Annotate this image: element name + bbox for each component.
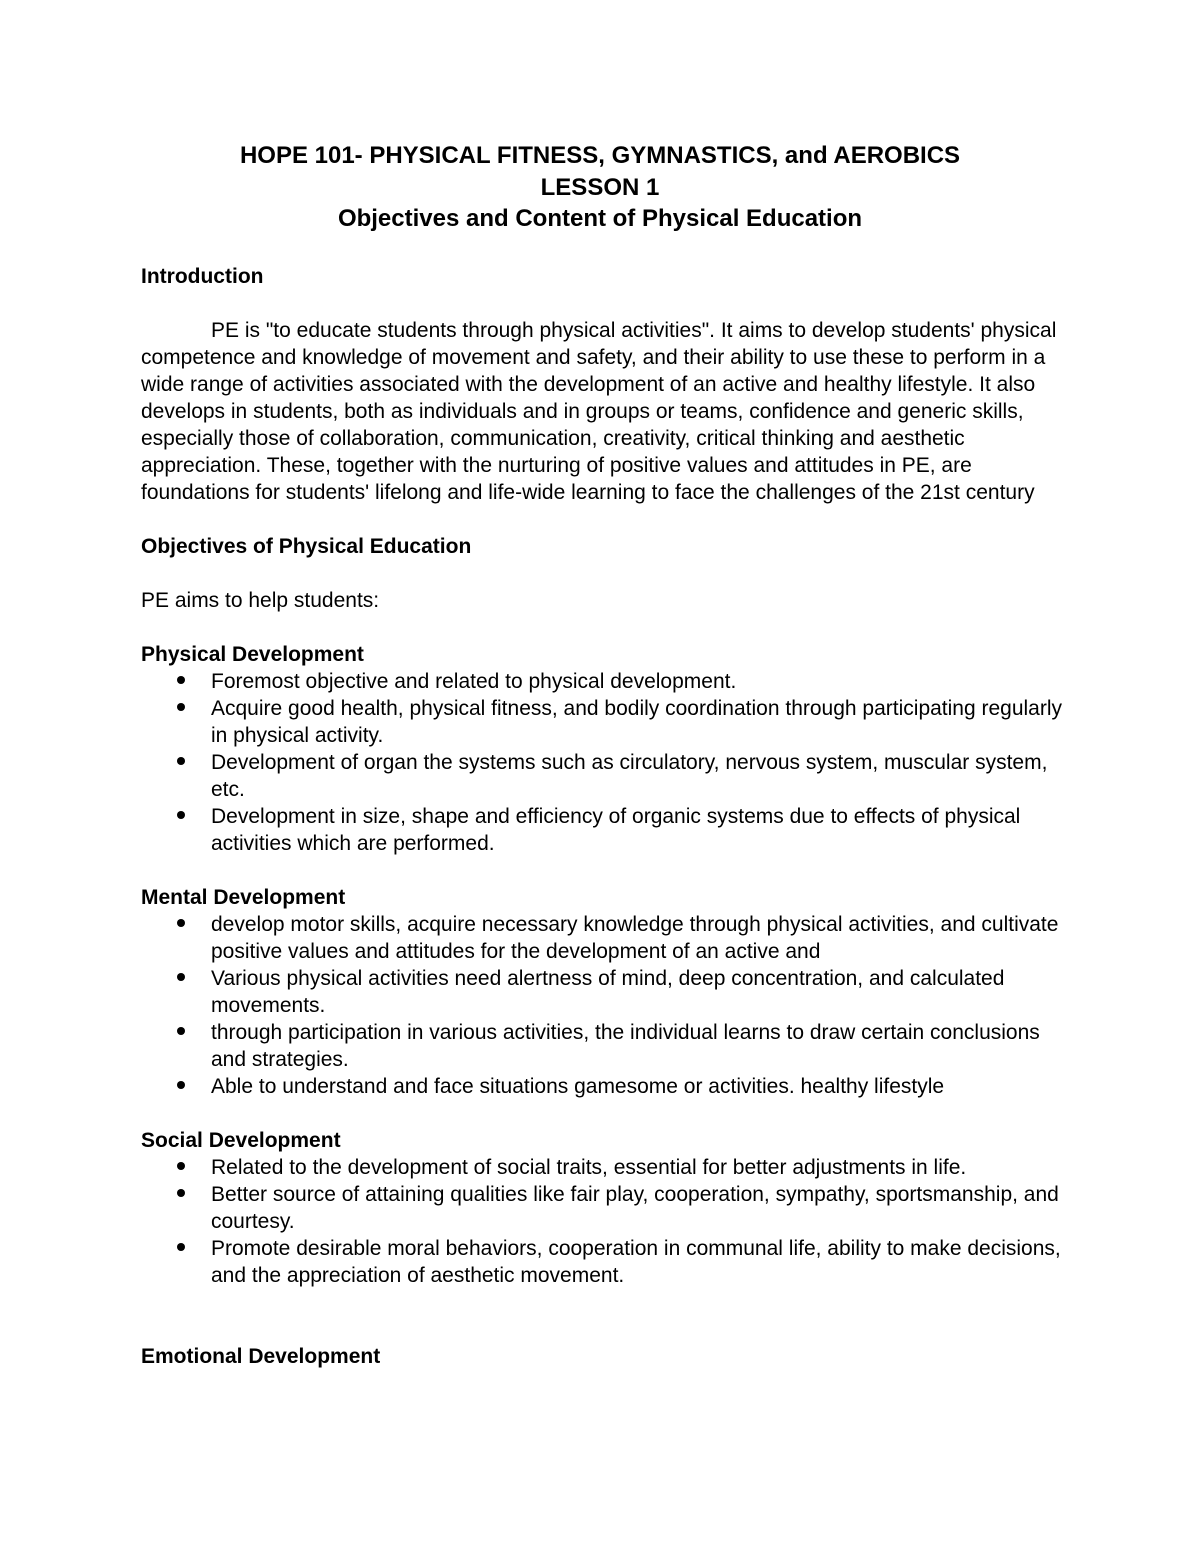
list-item: Development in size, shape and efficiency of organic systems due to effects of physical activities which are performed. xyxy=(141,803,1071,857)
bullet-icon xyxy=(175,803,187,830)
objectives-heading: Objectives of Physical Education xyxy=(141,534,472,558)
list-item: Various physical activities need alertness of mind, deep concentration, and calculated movements. xyxy=(141,965,1071,1019)
list-item: Foremost objective and related to physical development. xyxy=(141,668,1071,695)
bullet-icon xyxy=(175,749,187,776)
list-item: develop motor skills, acquire necessary knowledge through physical activities, and cultivate positive values and attitudes for the development of an active and xyxy=(141,911,1071,965)
list-item: Able to understand and face situations gamesome or activities. healthy lifestyle xyxy=(141,1073,1071,1100)
bullet-icon xyxy=(175,695,187,722)
bullet-icon xyxy=(175,911,187,938)
social-development-heading: Social Development xyxy=(141,1128,341,1152)
list-item: Promote desirable moral behaviors, cooperation in communal life, ability to make decisions, and the appreciation of aesthetic movement. xyxy=(141,1235,1071,1289)
bullet-icon xyxy=(175,1073,187,1100)
list-item: through participation in various activities, the individual learns to draw certain conclusions and strategies. xyxy=(141,1019,1071,1073)
bullet-icon xyxy=(175,1235,187,1262)
bullet-icon xyxy=(175,668,187,695)
physical-development-list xyxy=(141,668,1061,857)
physical-development-heading: Physical Development xyxy=(141,642,364,666)
aims-text: PE aims to help students: xyxy=(141,588,380,612)
mental-development-heading: Mental Development xyxy=(141,885,346,909)
bullet-icon xyxy=(175,1181,187,1208)
document-title xyxy=(139,140,1061,235)
bullet-icon xyxy=(175,965,187,992)
list-item: Development of organ the systems such as circulatory, nervous system, muscular system, etc. xyxy=(141,749,1071,803)
mental-development-list xyxy=(141,911,1061,1100)
lesson-number: LESSON 1 xyxy=(540,173,660,201)
list-item: Related to the development of social traits, essential for better adjustments in life. xyxy=(141,1154,1071,1181)
bullet-icon xyxy=(175,1154,187,1181)
list-item: Acquire good health, physical fitness, and bodily coordination through participating regularly in physical activity. xyxy=(141,695,1071,749)
course-title: HOPE 101- PHYSICAL FITNESS, GYMNASTICS, and AEROBICS xyxy=(239,142,961,169)
emotional-development-heading: Emotional Development xyxy=(141,1344,381,1368)
social-development-list xyxy=(141,1154,1061,1289)
document-page xyxy=(141,140,1061,1370)
list-item: Better source of attaining qualities like fair play, cooperation, sympathy, sportsmanship, and courtesy. xyxy=(141,1181,1071,1235)
introduction-heading: Introduction xyxy=(141,264,264,288)
introduction-paragraph: PE is "to educate students through physical activities". It aims to develop students' physical competence and knowledge of movement and safety, and their ability to use these to perform in a wide range of activities associated with the development of an active and healthy lifestyle. It also develops in students, both as individuals and in groups or teams, confidence and generic skills, especially those of collaboration, communication, creativity, critical thinking and aesthetic appreciation. These, together with the nurturing of positive values and attitudes in PE, are foundations for students' lifelong and life-wide learning to face the challenges of the 21st century xyxy=(141,318,1057,504)
bullet-icon xyxy=(175,1019,187,1046)
lesson-title: Objectives and Content of Physical Education xyxy=(337,205,863,232)
